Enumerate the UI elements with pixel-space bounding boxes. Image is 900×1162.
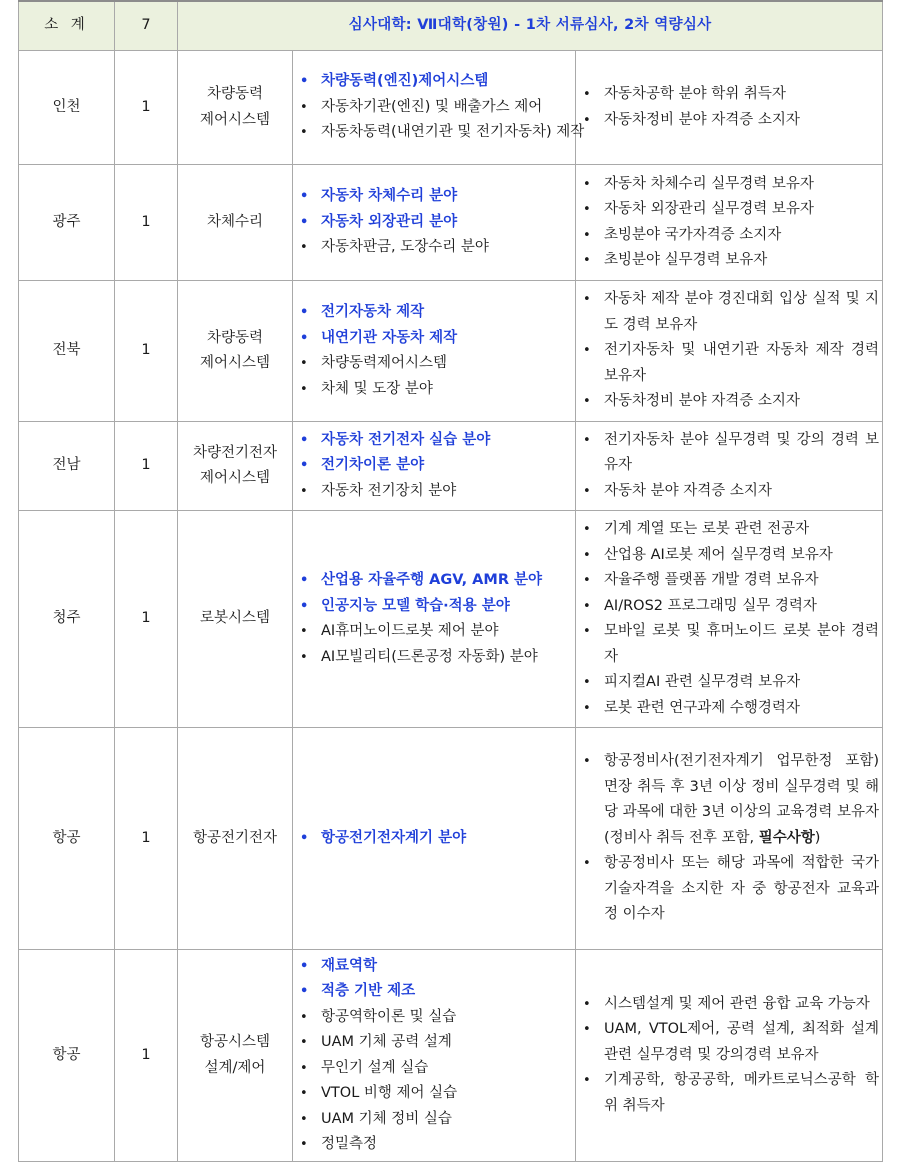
area-item: • AI휴머노이드로봇 제어 분야 — [293, 619, 575, 645]
table-row — [19, 511, 883, 728]
qualifications-cell — [576, 511, 883, 728]
department-line: 항공시스템 — [199, 1034, 271, 1050]
qualification-item — [576, 992, 882, 1018]
qualification-text: 기계 계열 또는 로봇 관련 전공자 — [604, 521, 810, 537]
qualification-item — [576, 851, 882, 928]
qualification-list — [576, 517, 882, 721]
count-cell: 1 — [115, 728, 178, 950]
area-item: • UAM 기체 공력 설계 — [293, 1030, 575, 1056]
department-line: 로봇시스템 — [199, 610, 271, 627]
department-line: 설계/제어 — [204, 1059, 266, 1076]
qualifications-cell — [576, 728, 883, 950]
area-list — [293, 568, 575, 670]
qualification-text: 자동차 분야 자격증 소지자 — [604, 482, 772, 499]
area-item: • AI모빌리티(드론공정 자동화) 분야 — [293, 645, 575, 671]
table-row — [19, 281, 883, 422]
qualification-item — [576, 517, 882, 543]
qualifications-cell — [576, 165, 883, 281]
subtotal-label: 소 계 — [19, 1, 115, 51]
area-item: • UAM 기체 정비 실습 — [293, 1107, 575, 1133]
qualification-list — [576, 172, 882, 274]
area-item-highlight: • 재료역학 — [293, 954, 575, 980]
area-item: • 항공역학이론 및 실습 — [293, 1005, 575, 1031]
qualification-item — [576, 389, 882, 415]
department-cell — [178, 728, 293, 950]
qualification-text: 자동차 제작 분야 경진대회 입상 실적 및 지도 경력 보유자 — [604, 291, 880, 333]
areas-cell — [293, 511, 576, 728]
count-cell: 1 — [115, 281, 178, 422]
department-cell — [178, 281, 293, 422]
qualification-list — [576, 749, 882, 928]
count-cell: 1 — [115, 950, 178, 1162]
table-row — [19, 51, 883, 165]
subtotal-count: 7 — [115, 1, 178, 51]
area-item: • 차체 및 도장 분야 — [293, 377, 575, 403]
qualification-text: 시스템설계 및 제어 관련 융합 교육 가능자 — [604, 995, 870, 1012]
required-note: 필수사항 — [758, 829, 815, 846]
count-cell: 1 — [115, 511, 178, 728]
area-item: • VTOL 비행 제어 실습 — [293, 1081, 575, 1107]
area-item-highlight: • 내연기관 자동차 제작 — [293, 326, 575, 352]
region-cell: 청주 — [19, 511, 115, 728]
area-item-highlight: • 적층 기반 제조 — [293, 979, 575, 1005]
area-item: • 자동차기관(엔진) 및 배출가스 제어 — [293, 95, 575, 121]
region-cell: 전북 — [19, 281, 115, 422]
qualification-text: 기계공학, 항공공학, 메카트로닉스공학 학위 취득자 — [604, 1072, 880, 1114]
areas-cell — [293, 51, 585, 165]
department-line: 제어시스템 — [199, 111, 271, 128]
qualification-item — [576, 428, 882, 479]
qualification-text: 전기자동차 분야 실무경력 및 강의 경력 보유자 — [604, 431, 880, 474]
qualification-item — [576, 338, 882, 389]
area-item-highlight: • 자동차 전기전자 실습 분야 — [293, 428, 575, 454]
qualification-text: 피지컬AI 관련 실무경력 보유자 — [604, 674, 801, 690]
qualification-text: 로봇 관련 연구과제 수행경력자 — [604, 699, 800, 716]
qualification-text: 자동차 외장관리 실무경력 보유자 — [604, 201, 814, 217]
department-line: 차량동력 — [206, 86, 264, 102]
qualification-text: 자동차공학 분야 학위 취득자 — [604, 86, 786, 102]
region-cell: 인천 — [19, 51, 115, 165]
department-line: 차체수리 — [206, 213, 264, 230]
area-list — [293, 300, 575, 402]
area-list — [293, 826, 575, 852]
area-item: • 정밀측정 — [293, 1132, 575, 1158]
department-line: 제어시스템 — [199, 470, 271, 486]
qualification-text: 자동차 차체수리 실무경력 보유자 — [604, 175, 814, 192]
areas-cell — [293, 950, 576, 1162]
area-item-highlight: • 항공전기전자계기 분야 — [293, 826, 575, 852]
qualification-list — [576, 82, 882, 133]
qualification-item — [576, 670, 882, 696]
area-item: • 자동차동력(내연기관 및 전기자동차) 제작 — [293, 120, 575, 146]
qualification-text: AI/ROS2 프로그래밍 실무 경력자 — [604, 597, 817, 614]
department-line: 제어시스템 — [199, 355, 271, 371]
region-cell: 항공 — [19, 728, 115, 950]
region-cell: 광주 — [19, 165, 115, 281]
qualification-text: UAM, VTOL제어, 공력 설계, 최적화 설계 관련 실무경력 및 강의경력 보유자 — [604, 1021, 880, 1063]
department-cell — [178, 51, 293, 165]
area-item: • 차량동력제어시스템 — [293, 351, 575, 377]
qualification-text: 모바일 로봇 및 휴머노이드 로봇 분야 경력자 — [604, 623, 880, 665]
area-list — [293, 69, 585, 146]
table-row — [19, 950, 883, 1162]
region-cell: 전남 — [19, 422, 115, 511]
department-line: 차량전기전자 — [192, 444, 278, 461]
area-item: • 자동차판금, 도장수리 분야 — [293, 235, 575, 261]
area-item-highlight: • 자동차 외장관리 분야 — [293, 210, 575, 236]
table-row — [19, 422, 883, 511]
qualification-text: 항공정비사(전기전자계기 업무한정 포함) 면장 취득 후 3년 이상 정비 실무경력 및 해당 과목에 대한 3년 이상의 교육경력 보유자(정비사 취득 전후 포함, — [604, 753, 880, 846]
screening-title: 심사대학: Ⅶ대학(창원) - 1차 서류심사, 2차 역량심사 — [178, 1, 883, 51]
qualification-text: 초빙분야 실무경력 보유자 — [604, 252, 768, 268]
areas-cell — [293, 165, 576, 281]
qualification-text: 자동차정비 분야 자격증 소지자 — [604, 393, 800, 410]
qualification-item — [576, 248, 882, 274]
qualification-item — [576, 287, 882, 338]
recruitment-table — [18, 0, 883, 1162]
qualification-item — [576, 749, 882, 851]
qualification-text: 항공정비사 또는 해당 과목에 적합한 국가기술자격을 소지한 자 중 항공전자 교육과정 이수자 — [604, 855, 880, 923]
area-list — [293, 428, 575, 505]
qualifications-cell — [576, 281, 883, 422]
area-item: • 무인기 설계 실습 — [293, 1056, 575, 1082]
qualification-list — [576, 992, 882, 1120]
qualification-item — [576, 172, 882, 198]
region-cell: 항공 — [19, 950, 115, 1162]
department-line: 항공전기전자 — [192, 829, 278, 846]
count-cell: 1 — [115, 51, 178, 165]
qualification-item — [576, 223, 882, 249]
qualification-item — [576, 82, 882, 108]
qualification-item — [576, 108, 882, 134]
count-cell: 1 — [115, 165, 178, 281]
area-item-highlight: • 산업용 자율주행 AGV, AMR 분야 — [293, 568, 575, 594]
qualification-item — [576, 197, 882, 223]
area-item-highlight: • 인공지능 모델 학습·적용 분야 — [293, 594, 575, 620]
area-item-highlight: • 차량동력(엔진)제어시스템 — [293, 69, 575, 95]
qualification-text: 전기자동차 및 내연기관 자동차 제작 경력 보유자 — [604, 342, 880, 384]
qualification-text: 자동차정비 분야 자격증 소지자 — [604, 111, 800, 128]
area-list — [293, 184, 575, 261]
table-header-row — [19, 1, 883, 51]
area-item-highlight: • 전기차이론 분야 — [293, 453, 575, 479]
department-cell — [178, 511, 293, 728]
count-cell: 1 — [115, 422, 178, 511]
areas-cell — [293, 281, 576, 422]
department-cell — [178, 422, 293, 511]
qualifications-cell — [576, 51, 883, 165]
qualification-text: 산업용 AI로봇 제어 실무경력 보유자 — [604, 546, 833, 563]
qualification-item — [576, 568, 882, 594]
qualification-list — [576, 287, 882, 415]
areas-cell — [293, 728, 576, 950]
area-item-highlight: • 전기자동차 제작 — [293, 300, 575, 326]
table-body — [19, 1, 883, 1162]
qualification-item — [576, 696, 882, 722]
qualification-item — [576, 479, 882, 505]
area-item: • 자동차 전기장치 분야 — [293, 479, 575, 505]
department-cell — [178, 165, 293, 281]
qualification-item — [576, 1017, 882, 1068]
department-cell — [178, 950, 293, 1162]
qualification-item — [576, 594, 882, 620]
areas-cell — [293, 422, 576, 511]
area-item-highlight: • 자동차 차체수리 분야 — [293, 184, 575, 210]
qualification-list — [576, 428, 882, 505]
qualifications-cell — [576, 422, 883, 511]
qualification-item — [576, 543, 882, 569]
qualification-item — [576, 619, 882, 670]
area-list — [293, 954, 575, 1158]
qualification-text: 초빙분야 국가자격증 소지자 — [604, 226, 782, 243]
qualification-item — [576, 1068, 882, 1119]
table-row — [19, 165, 883, 281]
qualifications-cell — [576, 950, 883, 1162]
qualification-tail: ) — [814, 829, 821, 846]
qualification-text: 자율주행 플랫폼 개발 경력 보유자 — [604, 572, 819, 588]
table-row — [19, 728, 883, 950]
department-line: 차량동력 — [206, 329, 264, 346]
